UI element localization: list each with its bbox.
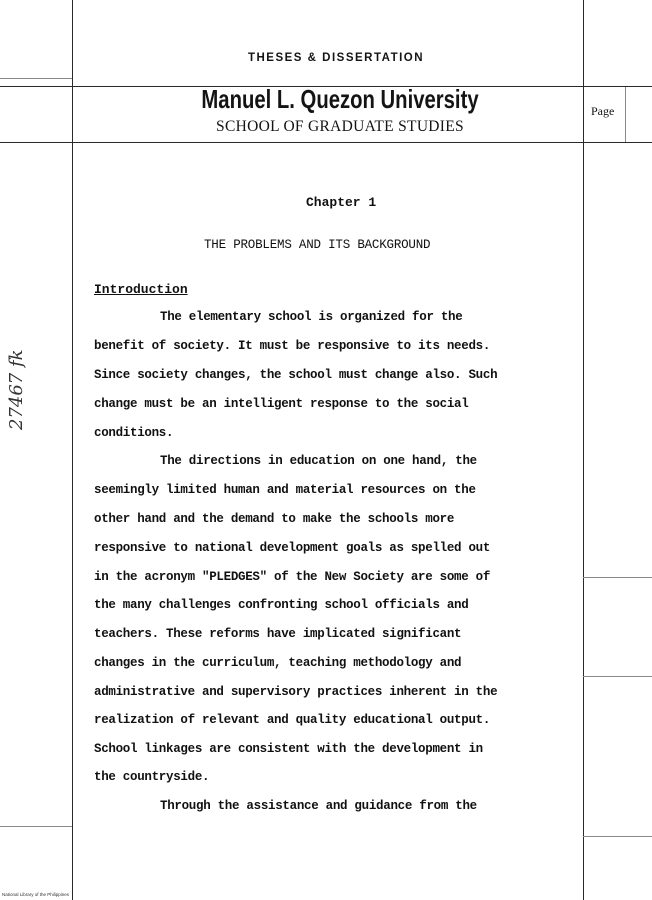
body-line: changes in the curriculum, teaching methodology and bbox=[94, 656, 462, 670]
body-line: The elementary school is organized for the bbox=[160, 310, 463, 324]
section-heading: Introduction bbox=[94, 282, 188, 297]
body-line: responsive to national development goals as spelled out bbox=[94, 541, 491, 555]
right-lower-rule bbox=[583, 676, 652, 677]
body-line: administrative and supervisory practices inherent in the bbox=[94, 685, 498, 699]
body-line: teachers. These reforms have implicated significant bbox=[94, 627, 462, 641]
body-line: the many challenges confronting school officials and bbox=[94, 598, 469, 612]
body-line: School linkages are consistent with the development in bbox=[94, 742, 483, 756]
body-line: the countryside. bbox=[94, 770, 210, 784]
university-name: Manuel L. Quezon University bbox=[201, 84, 479, 114]
top-left-rule bbox=[0, 78, 72, 79]
page-column-rule bbox=[625, 86, 626, 142]
left-margin-rule bbox=[72, 0, 73, 900]
chapter-number: Chapter 1 bbox=[306, 195, 377, 210]
header-bottom-rule bbox=[0, 142, 652, 143]
right-mid-rule bbox=[583, 577, 652, 578]
handwritten-accession-number: 27467 fk bbox=[6, 349, 27, 430]
body-line: Since society changes, the school must change also. Such bbox=[94, 368, 498, 382]
right-margin-rule bbox=[583, 0, 584, 900]
body-line: benefit of society. It must be responsive to its needs. bbox=[94, 339, 491, 353]
bottom-left-rule bbox=[0, 826, 72, 827]
body-line: seemingly limited human and material resources on the bbox=[94, 483, 476, 497]
library-footer-note: National Library of the Philippines bbox=[2, 892, 70, 897]
body-line: realization of relevant and quality educational output. bbox=[94, 713, 491, 727]
body-line: in the acronym "PLEDGES" of the New Society are some of bbox=[94, 570, 491, 584]
chapter-title: THE PROBLEMS AND ITS BACKGROUND bbox=[204, 238, 431, 252]
body-line: conditions. bbox=[94, 426, 174, 440]
page-label: Page bbox=[591, 104, 615, 118]
body-line: change must be an intelligent response to the social bbox=[94, 397, 469, 411]
bottom-right-rule bbox=[583, 836, 652, 837]
school-name: SCHOOL OF GRADUATE STUDIES bbox=[216, 118, 464, 135]
body-line: other hand and the demand to make the schools more bbox=[94, 512, 455, 526]
theses-dissertation-label: THESES & DISSERTATION bbox=[247, 52, 425, 64]
body-line: Through the assistance and guidance from the bbox=[160, 799, 477, 813]
body-line: The directions in education on one hand, the bbox=[160, 454, 477, 468]
